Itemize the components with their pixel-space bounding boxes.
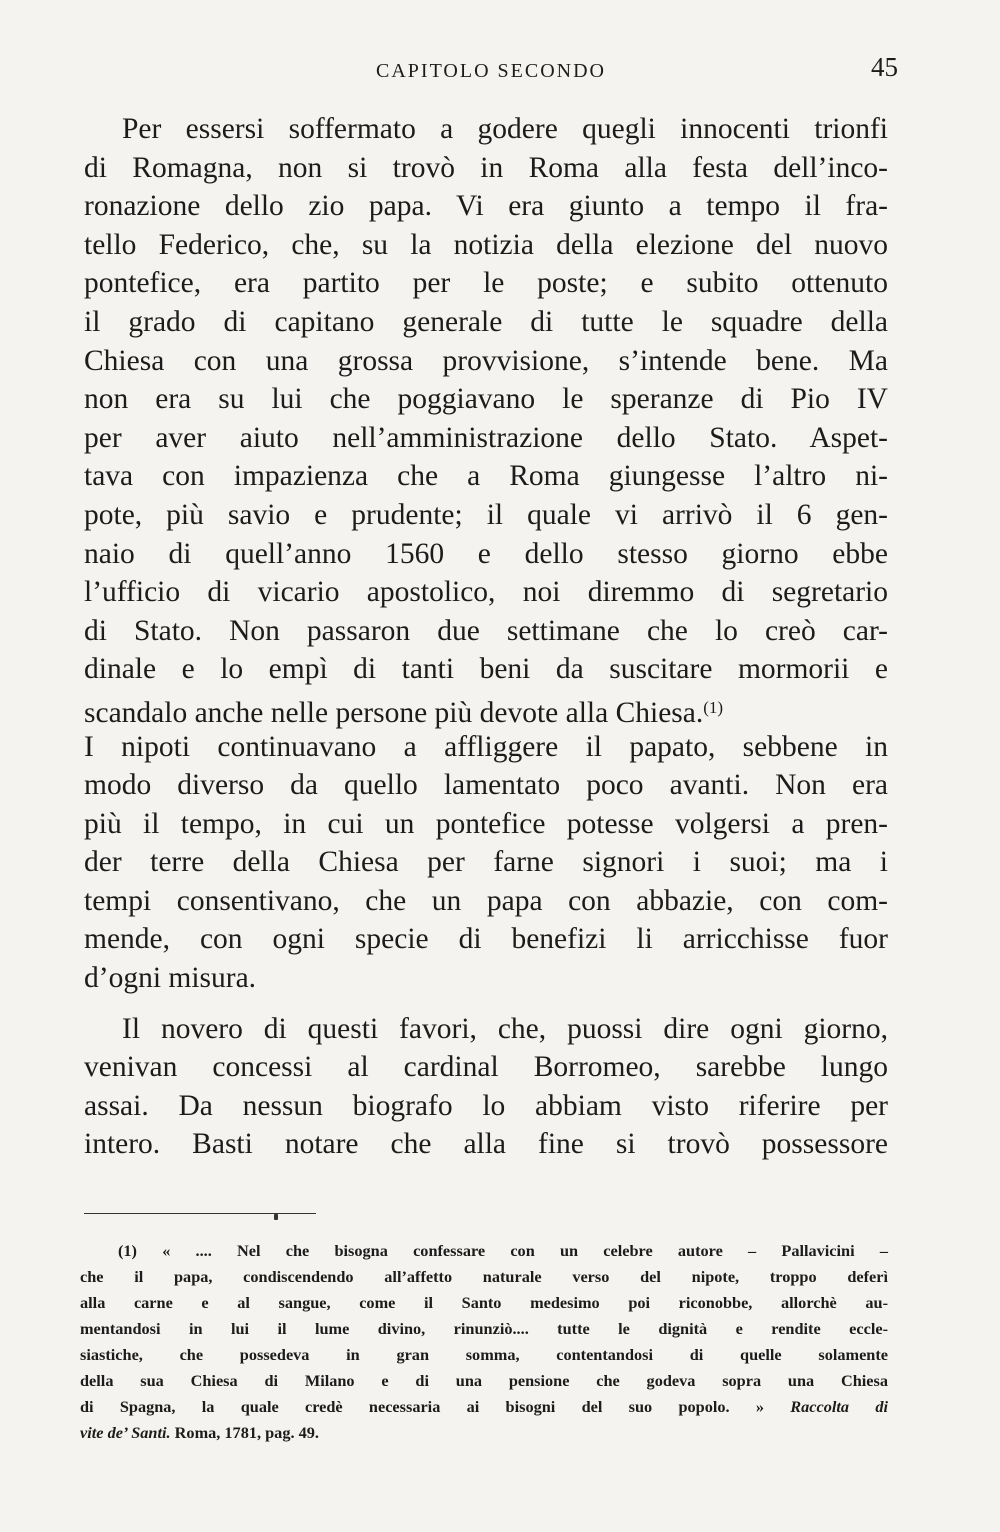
footnote-line: mentandosi in lui il lume divino, rinunziò.... tutte le dignità e rendite eccle-	[80, 1319, 888, 1338]
body-line: I nipoti continuavano a affliggere il papato, sebbene in	[84, 730, 888, 763]
body-line: der terre della Chiesa per farne signori i suoi; ma i	[84, 846, 888, 879]
footnote-line: siastiche, che possedeva in gran somma, contentandosi di quelle solamente	[80, 1345, 888, 1364]
footnote-text: Roma, 1781, pag. 49.	[174, 1423, 319, 1442]
body-line: di Romagna, non si trovò in Roma alla festa dell’inco-	[84, 151, 888, 184]
body-line: d’ogni misura.	[84, 962, 257, 995]
body-text	[84, 110, 888, 1164]
footnote-line-mixed	[80, 1394, 888, 1420]
body-line: mende, con ogni specie di benefizi li arricchisse fuor	[84, 923, 888, 956]
body-line: l’ufficio di vicario apostolico, noi diremmo di segretario	[84, 576, 888, 609]
body-line: più il tempo, in cui un pontefice potesse volgersi a pren-	[84, 807, 888, 840]
body-line: dinale e lo empì di tanti beni da suscitare mormorii e	[84, 653, 888, 686]
body-line: modo diverso da quello lamentato poco avanti. Non era	[84, 769, 888, 802]
body-line-text: scandalo anche nelle persone più devote alla Chiesa.	[84, 696, 704, 729]
footnote-line: che il papa, condiscendendo all’affetto naturale verso del nipote, troppo deferì	[80, 1267, 888, 1286]
running-head	[84, 52, 898, 92]
body-line: Chiesa con una grossa provvisione, s’intende bene. Ma	[84, 344, 888, 377]
footnote-rule-mark	[274, 1214, 278, 1220]
footnote-line: della sua Chiesa di Milano e di una pensione che godeva sopra una Chiesa	[80, 1371, 888, 1390]
page-number: 45	[871, 52, 898, 82]
body-line: tello Federico, che, su la notizia della elezione del nuovo	[84, 228, 888, 261]
body-line: pote, più savio e prudente; il quale vi arrivò il 6 gen-	[84, 498, 888, 531]
body-line: Il novero di questi favori, che, puossi dire ogni giorno,	[122, 1012, 888, 1045]
footnote-line-mixed	[80, 1420, 888, 1446]
footnote-line: alla carne e al sangue, come il Santo medesimo poi riconobbe, allorchè au-	[80, 1293, 888, 1312]
footnote-line: (1) « .... Nel che bisogna confessare con un celebre autore – Pallavicini –	[118, 1241, 888, 1260]
body-line: naio di quell’anno 1560 e dello stesso giorno ebbe	[84, 537, 888, 570]
body-line: di Stato. Non passaron due settimane che lo creò car-	[84, 614, 888, 647]
footnote-citation-title: vite de’ Santi.	[80, 1423, 171, 1442]
body-line: venivan concessi al cardinal Borromeo, sarebbe lungo	[84, 1051, 888, 1084]
body-line-with-note	[84, 689, 888, 728]
body-line: tempi consentivano, che un papa con abbazie, con com-	[84, 884, 888, 917]
body-line: tava con impazienza che a Roma giungesse l’altro ni-	[84, 460, 888, 493]
body-line: il grado di capitano generale di tutte le squadre della	[84, 305, 888, 338]
paragraph-gap	[84, 998, 888, 1010]
body-line: ronazione dello zio papa. Vi era giunto a tempo il fra-	[84, 190, 888, 223]
body-line: Per essersi soffermato a godere quegli innocenti trionfi	[122, 113, 888, 145]
footnote-rule	[84, 1213, 316, 1214]
body-line: assai. Da nessun biografo lo abbiam visto riferire per	[84, 1089, 888, 1122]
footnote-reference: (1)	[703, 697, 724, 717]
running-title: CAPITOLO SECONDO	[376, 60, 606, 82]
body-line: intero. Basti notare che alla fine si trovò possessore	[84, 1128, 888, 1161]
body-line: pontefice, era partito per le poste; e subito ottenuto	[84, 267, 888, 300]
footnote	[80, 1238, 888, 1446]
body-line: per aver aiuto nell’amministrazione dello Stato. Aspet-	[84, 421, 888, 454]
body-line: non era su lui che poggiavano le speranze di Pio IV	[84, 383, 888, 416]
footnote-citation-title: Raccolta di	[790, 1397, 888, 1416]
footnote-text: di Spagna, la quale credè necessaria ai bisogni del suo popolo. »	[80, 1397, 764, 1416]
